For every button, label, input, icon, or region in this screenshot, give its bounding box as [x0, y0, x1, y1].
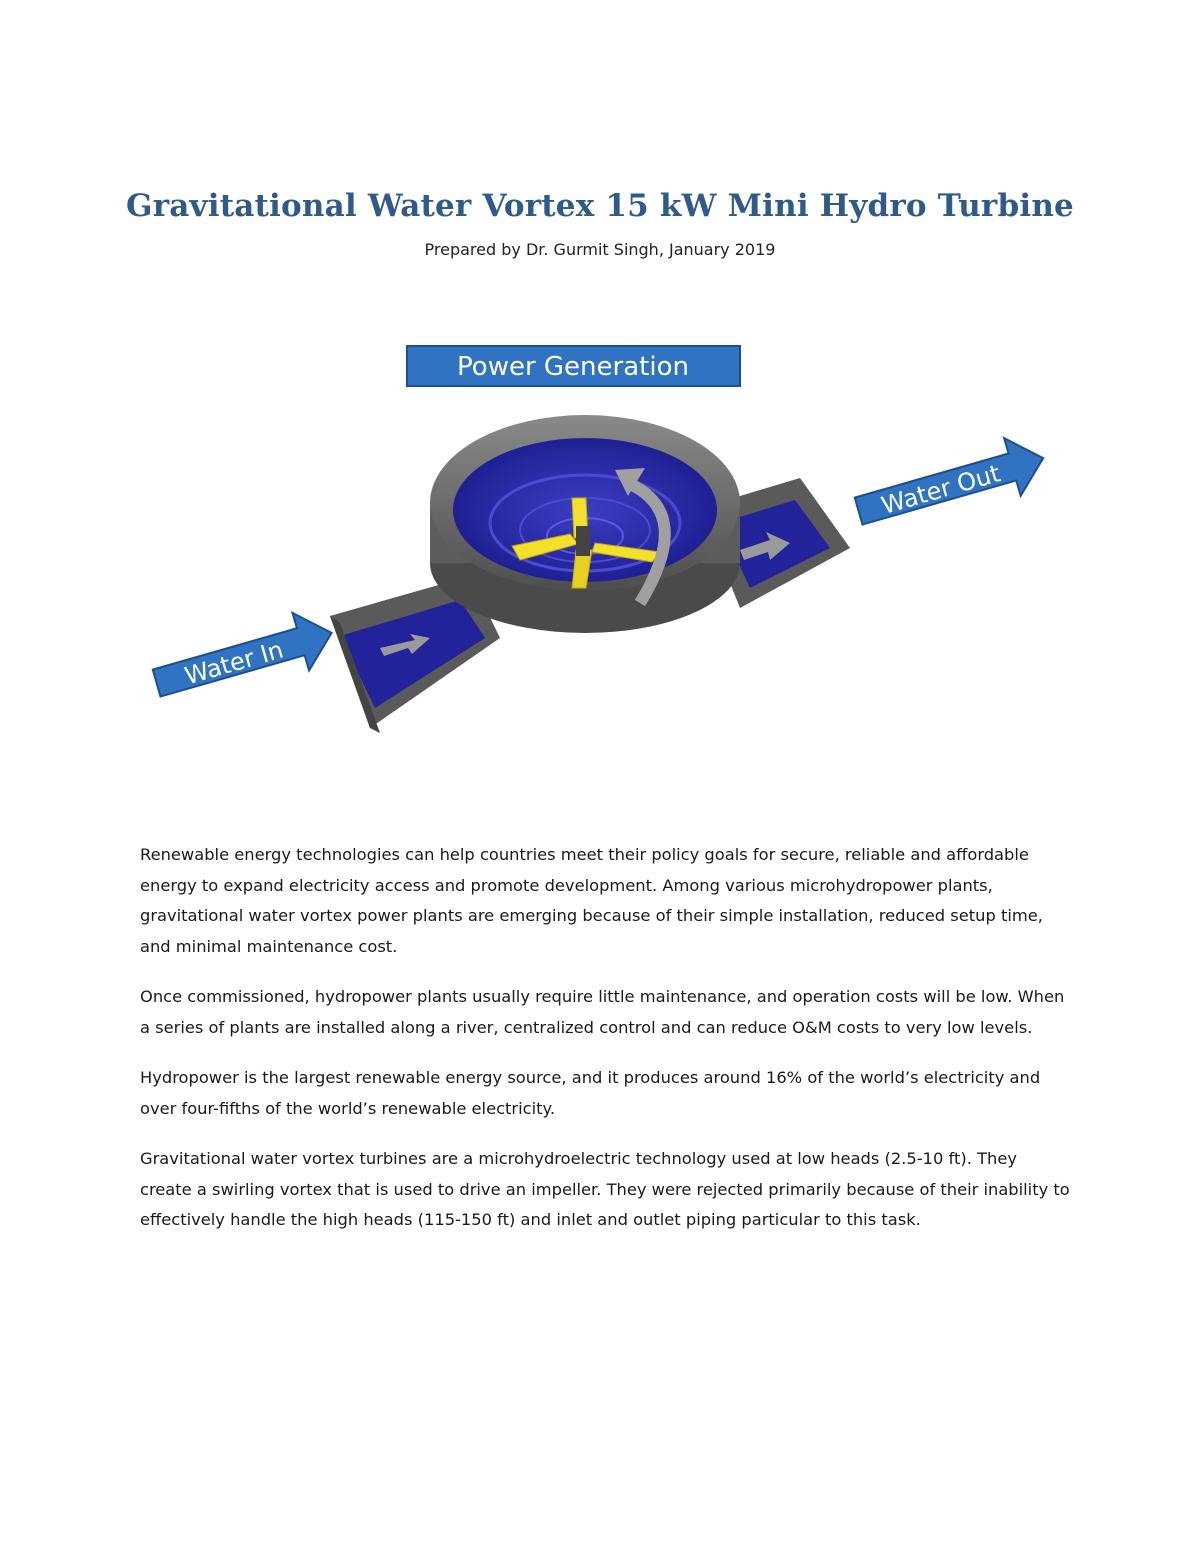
water-in-arrow [148, 604, 339, 712]
document-title: Gravitational Water Vortex 15 kW Mini Hydro Turbine [126, 188, 1074, 224]
document-byline: Prepared by Dr. Gurmit Singh, January 2019 [424, 240, 776, 259]
paragraph: Hydropower is the largest renewable energy source, and it produces around 16% of the world’s electricity and over four-fifths of the world’s renewable electricity. [140, 1068, 1041, 1118]
turbine-illustration [140, 338, 1060, 768]
banner-label: Power Generation [457, 352, 689, 382]
water-out-label: Water Out [878, 459, 1004, 520]
water-out-arrow [850, 429, 1051, 540]
paragraph: Renewable energy technologies can help countries meet their policy goals for secure, reliable and affordable energy to expand electricity access and promote development. Among various microhydropower plants, gravitational water vortex power plants are emerging because of their simple installation, reduced setup time, and minimal maintenance cost. [140, 845, 1043, 956]
paragraph: Gravitational water vortex turbines are a microhydroelectric technology used at low heads (2.5-10 ft). They create a swirling vortex that is used to drive an impeller. They were rejected primarily because of their inability to effectively handle the high heads (115-150 ft) and inlet and outlet piping particular to this task. [140, 1149, 1070, 1229]
water-in-label: Water In [181, 635, 287, 691]
power-generation-banner [407, 346, 740, 386]
document-body [140, 840, 1070, 1256]
paragraph: Once commissioned, hydropower plants usually require little maintenance, and operation costs will be low. When a series of plants are installed along a river, centralized control and can reduce O&M costs to very low levels. [140, 987, 1065, 1037]
